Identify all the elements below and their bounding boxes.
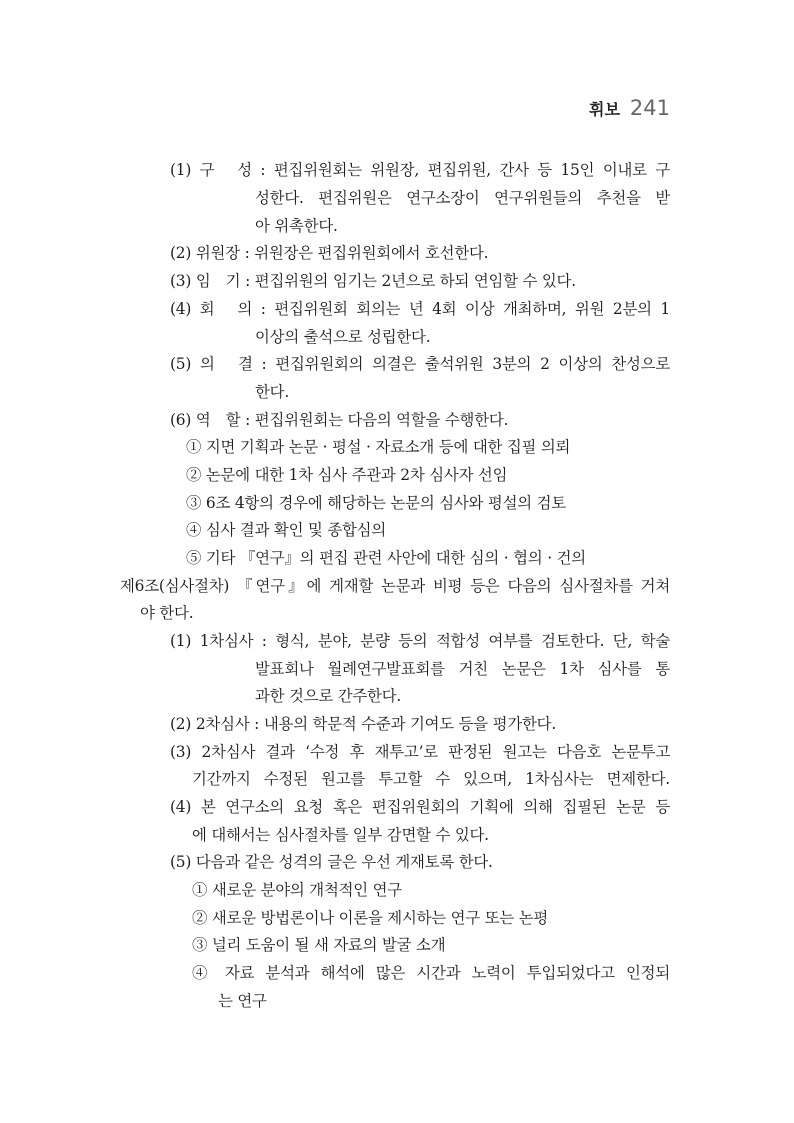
section-title: 휘보 bbox=[588, 100, 620, 119]
list-item: ③ 널리 도움이 될 새 자료의 발굴 소개 bbox=[192, 936, 446, 954]
text-line: 발표회나 월례연구발표회를 거친 논문은 1차 심사를 통 bbox=[255, 660, 670, 678]
list-item: ① 새로운 분야의 개척적인 연구 bbox=[192, 881, 402, 899]
article-heading: 제6조(심사절차) 『연구』에 게재할 논문과 비평 등은 다음의 심사절차를 거쳐 bbox=[120, 577, 670, 595]
text-line: (5) 의 결 : 편집위원회의 의결은 출석위원 3분의 2 이상의 찬성으로 bbox=[170, 355, 670, 373]
text-line: 성한다. 편집위원은 연구소장이 연구위원들의 추천을 받 bbox=[255, 189, 670, 207]
text-line: 기간까지 수정된 원고를 투고할 수 있으며, 1차심사는 면제한다. bbox=[192, 770, 670, 788]
running-header bbox=[589, 96, 670, 124]
list-item: ④ 자료 분석과 해석에 많은 시간과 노력이 투입되었다고 인정되 bbox=[192, 964, 670, 982]
page-number: 241 bbox=[629, 96, 670, 120]
text-line: 한다. bbox=[255, 383, 290, 401]
list-item: 는 연구 bbox=[218, 992, 267, 1010]
list-item: ③ 6조 4항의 경우에 해당하는 논문의 심사와 평설의 검토 bbox=[186, 494, 566, 512]
text-line: (3) 2차심사 결과 ‘수정 후 재투고’로 판정된 원고는 다음호 논문투고 bbox=[170, 743, 670, 761]
text-line: (2) 위원장 : 위원장은 편집위원회에서 호선한다. bbox=[170, 244, 489, 262]
text-line: 과한 것으로 간주한다. bbox=[255, 687, 402, 705]
text-line: (2) 2차심사 : 내용의 학문적 수준과 기여도 등을 평가한다. bbox=[170, 715, 557, 733]
text-line: (6) 역 할 : 편집위원회는 다음의 역할을 수행한다. bbox=[170, 411, 509, 429]
list-item: ① 지면 기획과 논문 · 평설 · 자료소개 등에 대한 집필 의뢰 bbox=[186, 438, 571, 456]
list-item: ② 새로운 방법론이나 이론을 제시하는 연구 또는 논평 bbox=[192, 909, 549, 927]
text-line: (1) 1차심사 : 형식, 분야, 분량 등의 적합성 여부를 검토한다. 단, 학술 bbox=[170, 632, 670, 650]
text-line: (1) 구 성 : 편집위원회는 위원장, 편집위원, 간사 등 15인 이내로 구 bbox=[170, 161, 670, 179]
text-line: 아 위촉한다. bbox=[255, 217, 338, 235]
list-item: ④ 심사 결과 확인 및 종합심의 bbox=[186, 521, 386, 539]
text-line: (4) 본 연구소의 요청 혹은 편집위원회의 기획에 의해 집필된 논문 등 bbox=[170, 798, 670, 816]
list-item: ⑤ 기타 『연구』의 편집 관련 사안에 대한 심의 · 협의 · 건의 bbox=[186, 549, 586, 567]
text-line: 이상의 출석으로 성립한다. bbox=[255, 328, 431, 346]
text-line: 에 대해서는 심사절차를 일부 감면할 수 있다. bbox=[192, 826, 489, 844]
list-item: ② 논문에 대한 1차 심사 주관과 2차 심사자 선임 bbox=[186, 466, 508, 484]
text-line: (5) 다음과 같은 성격의 글은 우선 게재토록 한다. bbox=[170, 853, 493, 871]
text-line: (3) 임 기 : 편집위원의 임기는 2년으로 하되 연임할 수 있다. bbox=[170, 272, 576, 290]
text-line: 야 한다. bbox=[140, 604, 194, 622]
text-line: (4) 회 의 : 편집위원회 회의는 년 4회 이상 개최하며, 위원 2분의 1 bbox=[170, 300, 670, 318]
